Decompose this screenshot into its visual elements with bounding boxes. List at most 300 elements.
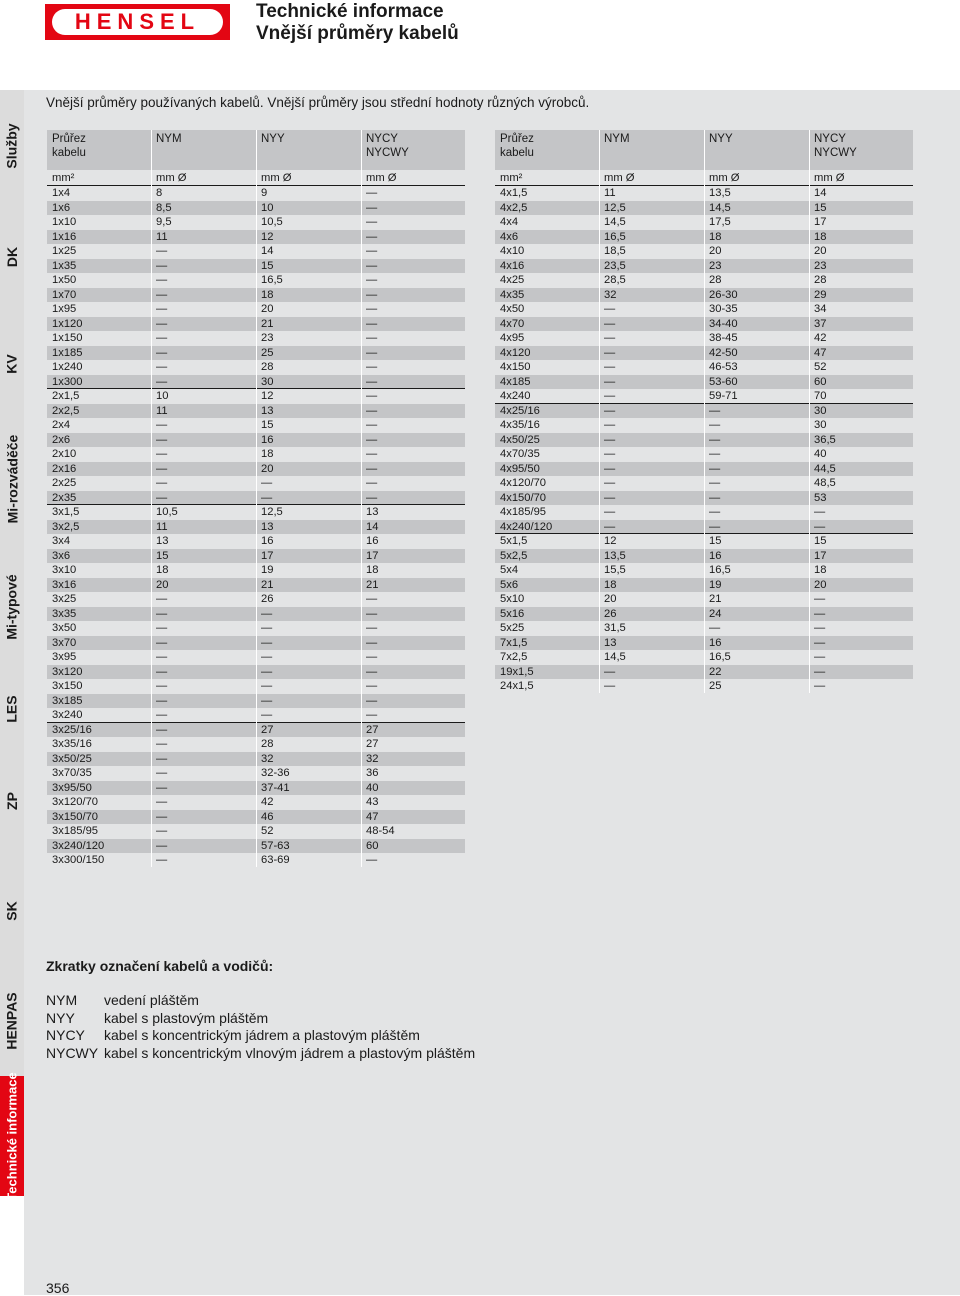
table-cell: — (156, 636, 168, 649)
table-cell: — (604, 303, 616, 315)
table-cell: 28 (814, 274, 827, 286)
table-cell: — (604, 404, 616, 417)
table-cell: — (366, 680, 378, 692)
page-header (0, 0, 960, 90)
table-cell: — (156, 651, 168, 663)
table-cell: 14 (814, 187, 827, 199)
table-cell: 42 (814, 332, 827, 344)
table-cell: 3x70 (52, 636, 77, 649)
table-cell: — (156, 259, 168, 272)
table-cell: — (604, 361, 616, 373)
table-cell: 16 (709, 636, 722, 649)
table-cell: 24x1,5 (500, 680, 534, 692)
sidebar-item-kv[interactable]: KV (0, 312, 24, 417)
table-cell: — (366, 216, 378, 228)
table-cell: 13,5 (709, 187, 731, 199)
column-divider (809, 130, 810, 693)
table-cell: — (709, 520, 721, 533)
table-cell: 1x185 (52, 346, 83, 359)
table-cell: 13 (604, 636, 617, 649)
table-cell: — (604, 462, 616, 475)
table-cell: 4x35 (500, 288, 525, 301)
table-cell: — (604, 375, 616, 388)
table-cell: 4x185/95 (500, 506, 547, 518)
unit-cell: mm Ø (604, 172, 635, 184)
table-cell: 2x1,5 (52, 390, 80, 402)
table-cell: — (156, 448, 168, 460)
table-cell: 48-54 (366, 825, 395, 837)
table-cell: — (604, 317, 616, 330)
table-cell: — (814, 622, 826, 634)
table-cell: 1x300 (52, 375, 83, 388)
table-cell: — (156, 839, 168, 852)
table-cell: 2x2,5 (52, 404, 80, 417)
table-cell: 4x150/70 (500, 491, 547, 504)
table-cell: 16,5 (709, 564, 731, 576)
sidebar-item-les[interactable]: LES (0, 672, 24, 747)
table-cell: 5x16 (500, 607, 525, 620)
column-divider (256, 130, 257, 867)
unit-cell: mm Ø (814, 172, 845, 184)
table-cell: 20 (261, 462, 274, 475)
table-cell: 23 (814, 259, 827, 272)
table-cell: — (814, 506, 826, 518)
table-cell: — (604, 332, 616, 344)
table-cell: 10,5 (261, 216, 283, 228)
table-cell: — (709, 506, 721, 518)
table-cell: — (366, 419, 378, 431)
table-cell: 2x35 (52, 491, 77, 504)
table-cell: 17 (814, 216, 827, 228)
logo-text: HENSEL (74, 9, 201, 34)
table-cell: 70 (814, 390, 827, 402)
table-cell: 14 (261, 245, 274, 257)
table-cell: 4x70/35 (500, 448, 540, 460)
table-cell: 18 (814, 564, 827, 576)
abbreviation-item: NYCY kabel s koncentrickým jádrem a plastovým pláštěm (46, 1027, 420, 1043)
table-cell: — (366, 607, 378, 620)
table-cell: 4x150 (500, 361, 531, 373)
sidebar-item-technicke-informace[interactable]: Technické informace (0, 1076, 24, 1197)
column-divider (704, 130, 705, 693)
table-cell: — (814, 607, 826, 620)
column-header: NYY (261, 133, 285, 145)
table-cell: 24 (709, 607, 722, 620)
table-cell: 19 (261, 564, 274, 576)
column-divider (361, 130, 362, 867)
table-cell: 10,5 (156, 506, 178, 518)
table-cell: 19 (709, 578, 722, 591)
table-cell: 19x1,5 (500, 665, 534, 678)
table-cell: 20 (604, 593, 617, 605)
table-cell: — (366, 709, 378, 721)
table-cell: — (261, 709, 273, 721)
table-cell: 13 (366, 506, 379, 518)
table-cell: 12,5 (604, 201, 626, 214)
table-cell: 34-40 (709, 317, 738, 330)
column-header: NYM (604, 133, 630, 145)
abbreviation-item: NYY kabel s plastovým pláštěm (46, 1009, 269, 1026)
table-cell: 16,5 (261, 274, 283, 286)
table-cell: 3x35/16 (52, 738, 92, 750)
table-cell: 42-50 (709, 346, 738, 359)
table-cell: 16 (261, 433, 274, 446)
table-cell: 7x1,5 (500, 636, 528, 649)
table-cell: 11 (156, 404, 168, 417)
table-cell: 13 (261, 404, 274, 417)
table-cell: — (156, 317, 168, 330)
table-cell: 12 (604, 535, 617, 547)
abbreviation-item: NYCWY kabel s koncentrickým vlnovým jádrem a plastovým pláštěm (46, 1044, 476, 1061)
table-cell: — (814, 593, 826, 605)
table-cell: — (604, 506, 616, 518)
table-cell: 47 (366, 810, 379, 823)
table-cell: 21 (261, 317, 274, 330)
table-cell: 18 (604, 578, 617, 591)
table-cell: 28,5 (604, 274, 626, 286)
table-cell: 15 (814, 535, 827, 547)
table-cell: — (366, 259, 378, 272)
table-cell: 16 (709, 549, 722, 562)
sidebar-item-mi-typove[interactable]: Mi-typové (0, 542, 24, 673)
table-cell: 8 (156, 187, 163, 199)
table-cell: 4x70 (500, 317, 525, 330)
table-cell: 4x120 (500, 346, 531, 359)
table-cell: — (156, 854, 168, 866)
table-cell: — (604, 433, 616, 446)
table-cell: 17 (814, 549, 827, 562)
unit-cell: mm Ø (709, 172, 740, 184)
table-cell: — (366, 665, 378, 678)
table-cell: — (261, 477, 273, 489)
sidebar-item-sk[interactable]: SK (0, 856, 24, 967)
page-title: Technické informace (256, 1, 444, 22)
table-cell: 20 (814, 245, 827, 257)
table-cell: 4x25/16 (500, 404, 540, 417)
table-cell: 3x95 (52, 651, 77, 663)
unit-cell: mm Ø (366, 172, 397, 184)
table-cell: 23 (709, 259, 722, 272)
table-cell: — (366, 230, 378, 243)
table-cell: — (709, 462, 721, 475)
table-cell: — (604, 665, 616, 678)
table-cell: 20 (261, 303, 274, 315)
table-cell: — (814, 520, 826, 533)
table-cell: 48,5 (814, 477, 836, 489)
table-cell: 4x95/50 (500, 462, 540, 475)
table-cell: 11 (604, 187, 616, 199)
table-cell: 4x25 (500, 274, 525, 286)
table-cell: — (366, 288, 378, 301)
table-cell: — (156, 810, 168, 823)
table-cell: 57-63 (261, 839, 290, 852)
table-cell: 23,5 (604, 259, 626, 272)
table-cell: — (366, 448, 378, 460)
table-cell: 3x50/25 (52, 752, 92, 765)
table-cell: — (156, 274, 168, 286)
table-cell: — (156, 346, 168, 359)
table-cell: 32-36 (261, 767, 290, 779)
table-cell: 18 (709, 230, 722, 243)
table-cell: — (814, 636, 826, 649)
table-cell: — (366, 477, 378, 489)
table-cell: 1x4 (52, 187, 71, 199)
sidebar-item-zp[interactable]: ZP (0, 746, 24, 857)
table-cell: 14,5 (709, 201, 731, 214)
table-cell: 8,5 (156, 201, 172, 214)
hensel-logo (45, 4, 230, 40)
table-cell: 15 (709, 535, 722, 547)
table-cell: — (156, 680, 168, 692)
table-cell: 43 (366, 796, 379, 808)
table-cell: 1x6 (52, 201, 71, 214)
table-cell: 30 (261, 375, 274, 388)
table-cell: 26-30 (709, 288, 738, 301)
table-cell: — (709, 622, 721, 634)
table-cell: 14,5 (604, 216, 626, 228)
table-cell: — (261, 622, 273, 634)
table-cell: — (604, 390, 616, 402)
table-cell: 3x185/95 (52, 825, 99, 837)
table-cell: — (366, 201, 378, 214)
cable-table-left (47, 130, 465, 868)
table-cell: 5x6 (500, 578, 519, 591)
table-cell: 3x50 (52, 622, 77, 634)
table-cell: 1x50 (52, 274, 77, 286)
table-cell: 26 (261, 593, 274, 605)
table-cell: — (604, 346, 616, 359)
table-cell: — (156, 607, 168, 620)
table-cell: — (814, 680, 826, 692)
table-cell: 32 (261, 752, 274, 765)
table-cell: — (604, 680, 616, 692)
table-cell: 10 (261, 201, 274, 214)
table-cell: 15,5 (604, 564, 626, 576)
table-cell: — (156, 825, 168, 837)
sidebar (0, 90, 24, 1295)
table-cell: 1x16 (52, 230, 77, 243)
table-cell: 14 (366, 520, 379, 533)
table-cell: 3x240/120 (52, 839, 105, 852)
table-cell: 12 (261, 390, 274, 402)
table-cell: 13,5 (604, 549, 626, 562)
table-cell: 52 (261, 825, 274, 837)
table-cell: 3x10 (52, 564, 77, 576)
table-cell: — (156, 767, 168, 779)
cable-table-right (495, 130, 913, 694)
table-cell: — (709, 404, 721, 417)
table-cell: 4x95 (500, 332, 525, 344)
table-cell: 34 (814, 303, 827, 315)
table-cell: — (604, 448, 616, 460)
table-cell: 16,5 (709, 651, 731, 663)
table-cell: — (156, 796, 168, 808)
table-cell: — (156, 288, 168, 301)
table-cell: 53 (814, 491, 827, 504)
table-cell: 5x4 (500, 564, 519, 576)
table-cell: — (156, 752, 168, 765)
table-cell: — (709, 491, 721, 504)
table-cell: 4x6 (500, 230, 519, 243)
table-cell: 37-41 (261, 781, 290, 794)
table-cell: — (366, 332, 378, 344)
table-cell: 38-45 (709, 332, 738, 344)
table-cell: 3x185 (52, 694, 83, 707)
table-cell: 60 (814, 375, 827, 388)
table-cell: 28 (261, 361, 274, 373)
table-cell: 3x300/150 (52, 854, 105, 866)
table-cell: — (156, 709, 168, 721)
table-cell: 46-53 (709, 361, 738, 373)
table-cell: 3x240 (52, 709, 83, 721)
table-cell: — (156, 622, 168, 634)
table-cell: — (366, 187, 378, 199)
table-cell: — (261, 636, 273, 649)
table-cell: — (156, 593, 168, 605)
table-cell: — (156, 419, 168, 431)
table-cell: 16,5 (604, 230, 626, 243)
sidebar-item-henpas[interactable]: HENPAS (0, 966, 24, 1077)
column-header: Průřez kabelu (52, 133, 86, 159)
table-cell: 4x240 (500, 390, 531, 402)
column-header: NYM (156, 133, 182, 145)
table-cell: — (156, 781, 168, 794)
table-cell: — (156, 375, 168, 388)
table-cell: 3x25/16 (52, 723, 92, 736)
table-cell: 3x6 (52, 549, 71, 562)
table-cell: 40 (366, 781, 379, 794)
sidebar-item-dk[interactable]: DK (0, 202, 24, 313)
table-cell: 12,5 (261, 506, 283, 518)
table-cell: 31,5 (604, 622, 626, 634)
column-header: Průřez kabelu (500, 133, 534, 159)
table-cell: 23 (261, 332, 274, 344)
table-cell: — (366, 274, 378, 286)
table-cell: 5x25 (500, 622, 525, 634)
table-cell: 1x240 (52, 361, 83, 373)
table-cell: — (366, 636, 378, 649)
table-cell: 27 (366, 723, 379, 736)
column-header: NYCY NYCWY (814, 133, 857, 159)
table-cell: 14,5 (604, 651, 626, 663)
unit-cell: mm² (500, 172, 523, 184)
table-cell: 3x1,5 (52, 506, 80, 518)
table-cell: — (604, 491, 616, 504)
table-cell: — (156, 303, 168, 315)
table-cell: — (366, 622, 378, 634)
table-cell: 11 (156, 230, 168, 243)
table-cell: 9,5 (156, 216, 172, 228)
table-cell: 27 (366, 738, 379, 750)
table-cell: — (709, 477, 721, 489)
table-cell: 16 (366, 535, 379, 547)
table-cell: — (156, 491, 168, 504)
table-cell: 59-71 (709, 390, 738, 402)
table-cell: 3x25 (52, 593, 77, 605)
table-cell: — (709, 448, 721, 460)
table-cell: 2x10 (52, 448, 77, 460)
table-cell: 4x50/25 (500, 433, 540, 446)
table-cell: 1x95 (52, 303, 77, 315)
table-cell: 5x1,5 (500, 535, 528, 547)
table-cell: 3x2,5 (52, 520, 80, 533)
table-cell: 15 (261, 259, 274, 272)
table-cell: 30 (814, 404, 827, 417)
table-cell: 1x120 (52, 317, 83, 330)
sidebar-item-mi-rozvadece[interactable]: Mi-rozváděče (0, 416, 24, 543)
table-cell: 52 (814, 361, 827, 373)
table-cell: 1x35 (52, 259, 77, 272)
table-cell: — (366, 390, 378, 402)
column-divider (599, 130, 600, 693)
table-cell: 42 (261, 796, 274, 808)
table-cell: — (156, 462, 168, 475)
table-cell: 3x95/50 (52, 781, 92, 794)
table-cell: — (156, 738, 168, 750)
table-cell: 4x4 (500, 216, 519, 228)
table-cell: 44,5 (814, 462, 836, 475)
table-cell: 21 (261, 578, 274, 591)
table-cell: 21 (366, 578, 379, 591)
table-cell: — (366, 303, 378, 315)
table-cell: 4x120/70 (500, 477, 547, 489)
table-cell: 16 (261, 535, 274, 547)
table-cell: 3x150 (52, 680, 83, 692)
table-cell: — (366, 593, 378, 605)
table-cell: 2x16 (52, 462, 77, 475)
table-cell: 3x16 (52, 578, 77, 591)
table-cell: — (366, 462, 378, 475)
table-cell: 1x70 (52, 288, 77, 301)
table-cell: 4x35/16 (500, 419, 540, 431)
table-cell: 4x16 (500, 259, 525, 272)
table-cell: 7x2,5 (500, 651, 528, 663)
table-cell: — (814, 665, 826, 678)
table-cell: 40 (814, 448, 827, 460)
table-cell: 15 (261, 419, 274, 431)
table-cell: — (366, 651, 378, 663)
table-cell: 4x50 (500, 303, 525, 315)
table-cell: 28 (709, 274, 722, 286)
table-cell: — (261, 665, 273, 678)
table-cell: 37 (814, 317, 827, 330)
table-cell: 3x70/35 (52, 767, 92, 779)
column-header: NYY (709, 133, 733, 145)
table-cell: 18 (261, 288, 274, 301)
sidebar-item-sluzby[interactable]: Služby (0, 90, 24, 203)
table-cell: 20 (814, 578, 827, 591)
table-cell: — (604, 520, 616, 533)
column-divider (151, 130, 152, 867)
table-cell: 3x4 (52, 535, 71, 547)
table-cell: 5x2,5 (500, 549, 528, 562)
table-cell: 36 (366, 767, 379, 779)
table-cell: 21 (709, 593, 722, 605)
table-cell: 1x10 (52, 216, 77, 228)
table-cell: — (366, 346, 378, 359)
table-cell: 4x10 (500, 245, 525, 257)
table-cell: 18 (814, 230, 827, 243)
abbreviations-title: Zkratky označení kabelů a vodičů: (46, 958, 274, 974)
table-cell: — (814, 651, 826, 663)
table-cell: 2x6 (52, 433, 71, 446)
table-cell: 17 (366, 549, 379, 562)
table-cell: 5x10 (500, 593, 525, 605)
table-cell: 2x4 (52, 419, 71, 431)
table-cell: 13 (156, 535, 169, 547)
table-cell: 17,5 (709, 216, 731, 228)
table-cell: 32 (604, 288, 617, 301)
